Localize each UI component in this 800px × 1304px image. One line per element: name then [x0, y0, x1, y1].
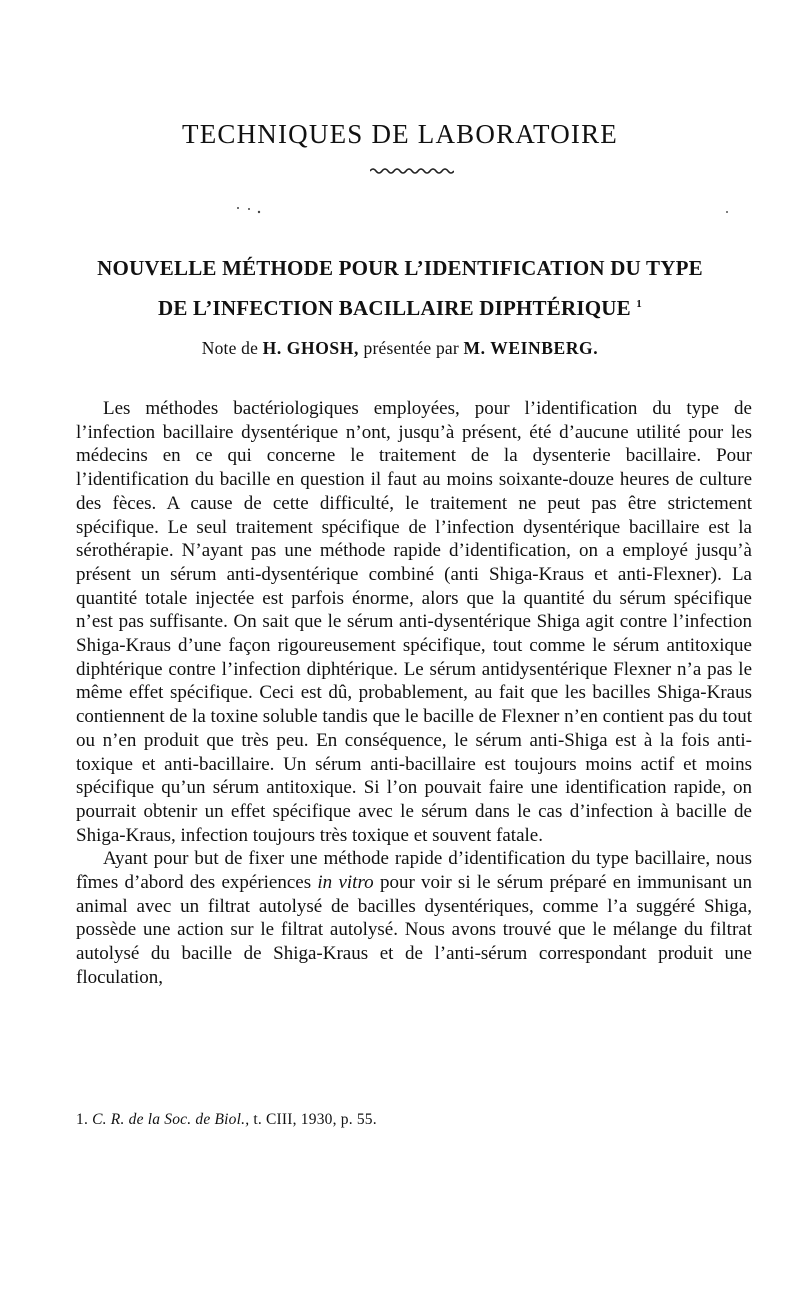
article-title-line-2: [40, 286, 760, 326]
article-title-line-2-text: DE L’INFECTION BACILLAIRE DIPHTÉRIQUE: [158, 296, 631, 320]
section-title: TECHNIQUES DE LABORATOIRE: [182, 119, 618, 149]
article-title-line-1: NOUVELLE MÉTHODE POUR L’IDENTIFICATION DU TYPE: [97, 256, 703, 280]
footnote-reference: t. CIII, 1930, p. 55.: [253, 1111, 377, 1128]
footnote: [76, 1111, 752, 1129]
paragraph-2-start: Ayant pour but de fixer une méthode rapide d’identification du type bacillaire, nous fîmes d’abord des expériences: [76, 848, 752, 894]
article-body: [76, 397, 752, 990]
byline-author: H. GHOSH,: [262, 338, 359, 358]
byline-presenter: M. WEINBERG.: [463, 338, 599, 358]
byline: [0, 338, 800, 359]
byline-prefix: Note de: [201, 338, 259, 358]
wavy-ornament: [370, 166, 454, 176]
paragraph-2: [76, 847, 752, 989]
byline-middle: présentée par: [363, 338, 459, 358]
footnote-journal: C. R. de la Soc. de Biol.,: [92, 1111, 250, 1128]
print-specks: [0, 205, 800, 215]
footnote-number: 1.: [76, 1111, 89, 1128]
paragraph-1: Les méthodes bactériologiques employées, pour l’identification du type de l’infection bacillaire dysentérique n’ont, jusqu’à présent, été d’aucune utilité pour les médecins en ce qui concerne le traitement de la dysenterie bacillaire. Pour l’identification du bacille en question il faut au moins soixante-douze heures de culture des fèces. A cause de cette difficulté, le traitement ne peut pas être strictement spécifique. Le seul traitement spécifique de l’infection dysentérique bacillaire est la sérothérapie. N’ayant pas une méthode rapide d’identification, on a employé jusqu’à présent un sérum anti-dysentérique combiné (anti Shiga-Kraus et anti-Flexner). La quantité totale injectée est parfois énorme, alors que la quantité du sérum spécifique n’est pas suffisante. On sait que le sérum anti-dysentérique Shiga agit contre l’infection Shiga-Kraus d’une façon rigoureusement spécifique, tout comme le sérum antitoxique diphtérique contre l’infection diphtérique. Le sérum antidysentérique Flexner n’a pas le même effet spécifique. Ceci est dû, probablement, au fait que les bacilles Shiga-Kraus contiennent de la toxine soluble tandis que le bacille de Flexner n’en contient pas du tout ou n’en produit que très peu. En conséquence, le sérum anti-Shiga est à la fois anti-toxique et anti-bacillaire. Un sérum anti-bacillaire est toujours moins actif et moins spécifique qu’un sérum antitoxique. Si l’on pouvait faire une identification rapide, on pourrait obtenir un effet spécifique avec le sérum dans le cas d’infection à bacille de Shiga-Kraus, infection toujours très toxique et souvent fatale.: [76, 398, 752, 846]
paragraph-2-italic: in vitro: [317, 872, 374, 894]
paragraph-2-end: pour voir si le sérum préparé en immunisant un animal avec un filtrat autolysé de bacilles dysentériques, comme l’a suggéré Shiga, possède une action sur le filtrat autolysé. Nous avons trouvé que le mélange du filtrat autolysé du bacille de Shiga-Kraus et de l’anti-sérum correspondant produit une floculation,: [76, 872, 753, 988]
footnote-marker: 1: [636, 298, 642, 310]
article-title: [40, 250, 760, 326]
